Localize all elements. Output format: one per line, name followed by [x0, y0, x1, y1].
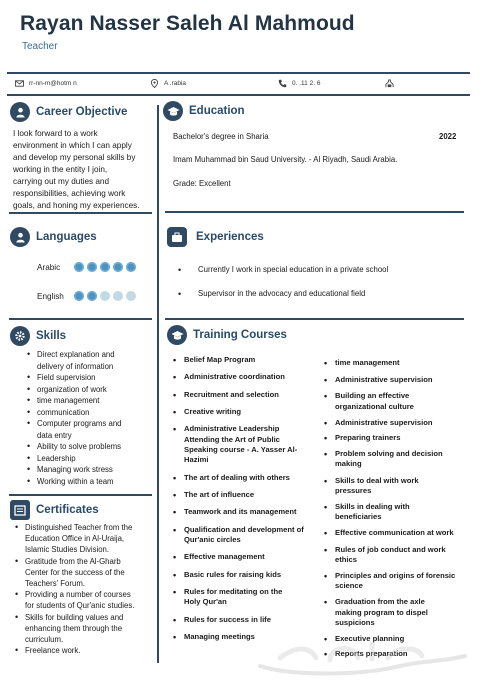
- career-line: working in the entity I join,: [13, 165, 108, 174]
- list-item: • Direct explanation and: [25, 349, 155, 361]
- list-item: • Recruitment and selection: [170, 390, 320, 400]
- certificates-header: [10, 500, 99, 520]
- career-objective-header: [10, 102, 127, 122]
- career-line: carrying out my duties and: [13, 177, 110, 186]
- education-header: [163, 101, 245, 121]
- list-item: • Leadership: [25, 453, 155, 465]
- experiences-title: Experiences: [196, 231, 264, 243]
- contact-email-text: rr-nn-m@hotm n: [29, 80, 77, 87]
- contact-phone-text: 0. .11 2. 6: [292, 80, 321, 87]
- list-item: • Executive planning: [321, 634, 473, 644]
- experiences-header: [167, 227, 264, 247]
- level-dot-empty: [113, 291, 123, 301]
- phone-icon: [278, 79, 287, 88]
- contact-location-text: A .rabia: [164, 80, 187, 87]
- list-item: • Managing work stress: [25, 464, 155, 476]
- list-item: • Gratitude from the Al-Gharb: [13, 556, 155, 567]
- list-item: • communication: [25, 407, 155, 419]
- list-item-cont: Education Office in Al-Uraija,: [25, 534, 125, 544]
- certificates-list: [13, 522, 155, 656]
- graduation-cap-icon: [163, 101, 183, 121]
- education-title: Education: [189, 105, 245, 117]
- list-item: • Reports preparation: [321, 649, 473, 659]
- training-header: [167, 325, 287, 345]
- career-line: goals, and honing my experiences.: [13, 201, 140, 210]
- language-level: [74, 291, 139, 301]
- list-item-cont: delivery of information: [37, 361, 114, 371]
- contact-phone: [278, 79, 320, 88]
- level-dot-filled: [100, 262, 110, 272]
- section-rule: [9, 212, 152, 214]
- list-item: • Creative writing: [170, 407, 320, 417]
- gear-icon: [10, 326, 30, 346]
- languages-header: [10, 227, 97, 247]
- level-dot-empty: [126, 291, 136, 301]
- email-icon: [15, 79, 24, 88]
- list-item: • Ability to solve problems: [25, 441, 155, 453]
- list-item-cont: enhancing them through the: [25, 623, 123, 633]
- list-item: • Rules for meditating on the Holy Qur'an: [170, 587, 288, 608]
- list-item-cont: Teachers' Forum.: [25, 579, 85, 589]
- list-item: • Providing a number of courses: [13, 589, 155, 600]
- list-item-cont: data entry: [37, 430, 72, 440]
- level-dot-empty: [100, 291, 110, 301]
- list-item: • Administrative Leadership Attending the Art of Public Speaking course - A. Yasser Al-Hazimi: [170, 424, 298, 466]
- language-name: Arabic: [37, 262, 61, 272]
- list-item: • Graduation from the axle making program to dispel suspicions: [321, 597, 439, 628]
- list-item: • Preparing trainers: [321, 433, 473, 443]
- section-rule: [9, 318, 152, 320]
- contact-location: [150, 79, 186, 88]
- language-row-english: [37, 291, 139, 301]
- list-item: • Supervisor in the advocacy and educational field: [176, 288, 466, 300]
- list-item: • Administrative supervision: [321, 375, 473, 385]
- career-line: responsibilities, achieving work: [13, 189, 126, 198]
- list-item: • Rules for success in life: [170, 615, 320, 625]
- career-objective-title: Career Objective: [36, 106, 128, 118]
- list-item-cont: curriculum.: [25, 635, 64, 645]
- career-line: environment in which I can apply: [13, 141, 132, 150]
- section-rule: [165, 318, 464, 320]
- certificates-title: Certificates: [36, 504, 99, 516]
- list-item: • Qualification and development of Qur'anic circles: [170, 525, 318, 546]
- list-item: • Building an effective organizational culture: [321, 391, 433, 411]
- list-item-cont: for students of Qur'anic studies.: [25, 601, 135, 611]
- list-item: • The art of influence: [170, 490, 320, 500]
- career-line: and develop my personal skills by: [13, 153, 136, 162]
- skills-title: Skills: [36, 330, 67, 342]
- list-item: • Distinguished Teacher from the: [13, 522, 155, 533]
- section-rule: [9, 494, 152, 496]
- training-list-col1: [170, 355, 320, 649]
- list-item: [25, 361, 155, 373]
- list-item: [13, 600, 155, 611]
- graduation-cap-icon: [167, 325, 187, 345]
- list-item: • Skills to deal with work pressures: [321, 476, 431, 496]
- list-item: • The art of dealing with others: [170, 473, 320, 483]
- briefcase-icon: [167, 227, 187, 247]
- language-name: English: [37, 291, 64, 301]
- list-item: [13, 567, 155, 578]
- id-icon: [385, 79, 394, 88]
- list-item: [13, 623, 155, 634]
- career-line: I look forward to a work: [13, 129, 98, 138]
- certificate-icon: [10, 500, 30, 520]
- list-item: • Administrative supervision: [321, 418, 473, 428]
- training-title: Training Courses: [193, 329, 287, 341]
- experiences-list: [176, 264, 466, 300]
- list-item: • Skills for building values and: [13, 612, 155, 623]
- language-row-arabic: [37, 262, 139, 272]
- list-item: • Working within a team: [25, 476, 155, 488]
- person-icon: [10, 227, 30, 247]
- education-year: 2022: [439, 132, 457, 141]
- list-item: • Effective communication at work: [321, 528, 473, 538]
- level-dot-filled: [74, 262, 84, 272]
- list-item: • Teamwork and its management: [170, 507, 320, 517]
- candidate-name: Rayan Nasser Saleh Al Mahmoud: [20, 12, 355, 35]
- skills-list: [25, 349, 155, 487]
- section-rule: [165, 211, 464, 213]
- language-level: [74, 262, 139, 272]
- education-university: Imam Muhammad bin Saud University. - Al Riyadh, Saudi Arabia.: [173, 155, 398, 164]
- contact-bar: [7, 72, 470, 96]
- column-divider: [157, 105, 159, 663]
- list-item: • Effective management: [170, 552, 320, 562]
- candidate-role: Teacher: [22, 41, 58, 52]
- skills-header: [10, 326, 66, 346]
- list-item: [13, 544, 155, 555]
- contact-id: [385, 79, 399, 88]
- person-icon: [10, 102, 30, 122]
- list-item: • Managing meetings: [170, 632, 320, 642]
- list-item: • time management: [321, 358, 473, 368]
- list-item: • Field supervision: [25, 372, 155, 384]
- list-item: [25, 430, 155, 442]
- list-item: • Belief Map Program: [170, 355, 320, 365]
- list-item: [13, 578, 155, 589]
- level-dot-filled: [74, 291, 84, 301]
- list-item: • Administrative coordination: [170, 372, 320, 382]
- contact-email: [15, 79, 77, 88]
- list-item: • Currently I work in special education in a private school: [176, 264, 466, 276]
- list-item: • Computer programs and: [25, 418, 155, 430]
- career-objective-text: [13, 128, 155, 212]
- list-item: • Freelance work.: [13, 645, 155, 656]
- training-list-col2: [321, 358, 473, 666]
- list-item-cont: Center for the success of the: [25, 567, 125, 577]
- level-dot-filled: [126, 262, 136, 272]
- list-item: • Problem solving and decision making: [321, 449, 453, 469]
- watermark-logo: [250, 632, 475, 678]
- list-item: • organization of work: [25, 384, 155, 396]
- level-dot-filled: [113, 262, 123, 272]
- level-dot-filled: [87, 262, 97, 272]
- list-item: • time management: [25, 395, 155, 407]
- languages-title: Languages: [36, 231, 97, 243]
- location-icon: [150, 79, 159, 88]
- list-item: • Principles and origins of forensic science: [321, 571, 469, 591]
- list-item: • Basic rules for raising kids: [170, 570, 320, 580]
- level-dot-filled: [87, 291, 97, 301]
- list-item-cont: Islamic Studies Division.: [25, 545, 110, 555]
- list-item: [13, 533, 155, 544]
- list-item: [13, 634, 155, 645]
- list-item: • Skills in dealing with beneficiaries: [321, 502, 421, 522]
- education-degree: Bachelor's degree in Sharia: [173, 132, 269, 141]
- education-grade: Grade: Excellent: [173, 179, 231, 188]
- list-item: • Rules of job conduct and work ethics: [321, 545, 457, 565]
